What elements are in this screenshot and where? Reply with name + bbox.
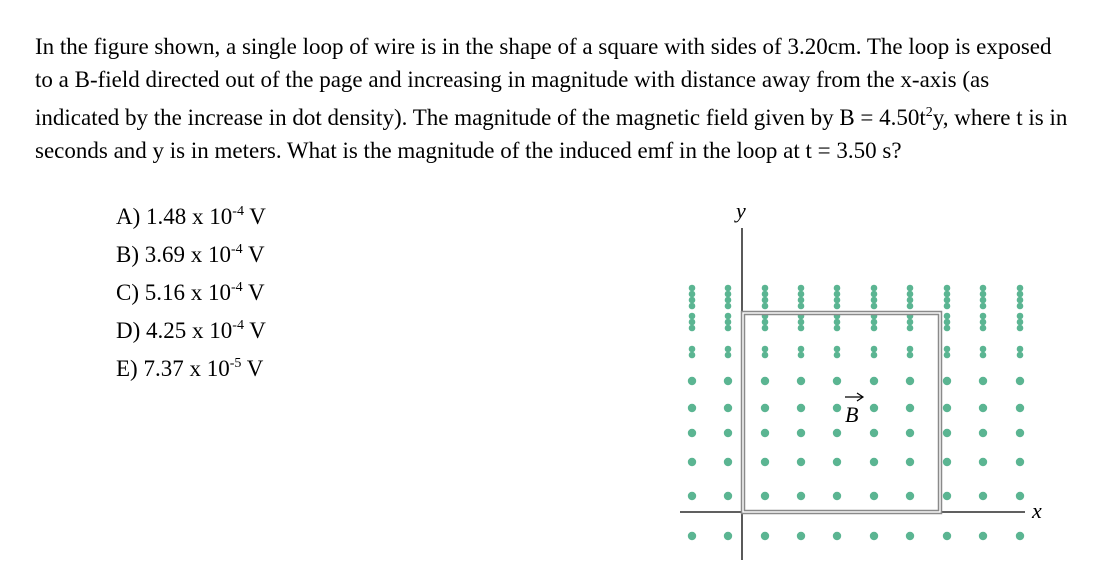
field-dot	[906, 429, 914, 437]
field-dot	[871, 346, 878, 353]
field-dot	[906, 532, 914, 540]
field-dot	[943, 492, 951, 500]
choice-c	[116, 271, 266, 309]
field-dot	[834, 291, 841, 298]
field-dot	[725, 313, 732, 320]
field-dot	[725, 291, 732, 298]
field-dot	[833, 377, 841, 385]
field-dot	[1017, 313, 1024, 320]
field-dot	[1017, 285, 1024, 292]
question-part-1: In the figure shown, a single loop of wire is in the shape of a square with sides of 3.20cm. The loop is exposed to a B-field directed out of the page and increasing in magnitude with distance away from the x-axis (as indicated by the increase in dot density). The magnitude of the magnetic field given by B = 4.50t	[35, 34, 1052, 130]
field-dot	[907, 325, 914, 332]
field-dot	[798, 297, 805, 304]
field-dot	[870, 377, 878, 385]
field-dot	[871, 297, 878, 304]
field-dot	[689, 352, 696, 359]
x-axis-label: x	[1032, 498, 1042, 523]
field-dot	[833, 404, 841, 412]
field-dot	[834, 325, 841, 332]
field-dot	[944, 297, 951, 304]
field-dot	[833, 532, 841, 540]
field-dot	[944, 291, 951, 298]
field-dot	[979, 429, 987, 437]
wire-loop	[743, 313, 940, 512]
field-dot	[944, 346, 951, 353]
field-dot	[833, 492, 841, 500]
field-dot	[980, 352, 987, 359]
field-dot	[689, 313, 696, 320]
field-dot	[798, 346, 805, 353]
field-dot	[980, 313, 987, 320]
field-dot	[1016, 532, 1024, 540]
field-dot	[944, 325, 951, 332]
field-dot	[762, 285, 769, 292]
choice-b-unit: V	[242, 242, 265, 267]
field-dot	[980, 291, 987, 298]
field-dot	[944, 285, 951, 292]
field-dot	[871, 291, 878, 298]
field-dot	[798, 303, 805, 310]
field-dot	[797, 404, 805, 412]
field-dot	[762, 319, 769, 326]
field-dot	[761, 404, 769, 412]
field-dot	[797, 458, 805, 466]
field-dot	[1016, 429, 1024, 437]
field-dot	[797, 492, 805, 500]
choice-e	[116, 347, 266, 385]
field-dot	[689, 291, 696, 298]
field-dot	[907, 291, 914, 298]
field-dot	[871, 303, 878, 310]
field-dot	[906, 404, 914, 412]
field-dot	[907, 297, 914, 304]
field-dot	[980, 325, 987, 332]
question-text	[35, 30, 1075, 167]
choice-d-value: D) 4.25 x 10	[116, 318, 233, 343]
field-dot	[979, 492, 987, 500]
field-dot	[762, 325, 769, 332]
field-dot	[907, 285, 914, 292]
field-dot	[833, 458, 841, 466]
field-dot	[798, 285, 805, 292]
choice-a-exponent: -4	[232, 204, 244, 219]
field-dot	[724, 429, 732, 437]
question-part-2: y, where t is in seconds and y is in meters. What is the magnitude of the induced emf in the loop at t = 3.50 s?	[35, 105, 1068, 163]
choice-b-value: B) 3.69 x 10	[116, 242, 231, 267]
field-dot	[1016, 458, 1024, 466]
field-dot	[980, 285, 987, 292]
field-dot	[798, 319, 805, 326]
field-dot	[943, 458, 951, 466]
field-dot	[688, 429, 696, 437]
field-dot	[870, 458, 878, 466]
answer-choices	[116, 195, 266, 385]
field-dot	[944, 313, 951, 320]
field-dot	[906, 377, 914, 385]
choice-e-unit: V	[241, 356, 264, 381]
choice-b	[116, 233, 266, 271]
field-dot	[762, 291, 769, 298]
choice-a-unit: V	[243, 204, 266, 229]
field-dot	[797, 377, 805, 385]
choice-d-exponent: -4	[232, 318, 244, 333]
field-dot	[724, 492, 732, 500]
field-dot	[907, 346, 914, 353]
field-dot	[1017, 297, 1024, 304]
field-label: B	[845, 402, 859, 427]
field-dot	[761, 532, 769, 540]
field-dot	[979, 377, 987, 385]
field-dot	[725, 325, 732, 332]
field-dot	[834, 297, 841, 304]
field-dot	[688, 458, 696, 466]
field-dot	[724, 532, 732, 540]
y-axis-label: y	[736, 200, 746, 223]
choice-b-exponent: -4	[231, 242, 243, 257]
field-dot	[1017, 303, 1024, 310]
field-dot	[834, 285, 841, 292]
field-dot	[1017, 291, 1024, 298]
field-dot	[761, 458, 769, 466]
field-dot	[798, 291, 805, 298]
choice-d	[116, 309, 266, 347]
field-dot	[980, 303, 987, 310]
field-dot	[980, 319, 987, 326]
field-dot	[1017, 346, 1024, 353]
field-dot	[870, 404, 878, 412]
field-dot	[725, 303, 732, 310]
field-dot	[689, 319, 696, 326]
field-dot	[870, 492, 878, 500]
field-dot	[689, 285, 696, 292]
field-dot	[762, 346, 769, 353]
field-dot	[943, 404, 951, 412]
field-dot	[762, 303, 769, 310]
field-dot	[688, 532, 696, 540]
field-dot	[906, 458, 914, 466]
field-dot	[725, 285, 732, 292]
field-dot	[724, 377, 732, 385]
magnetic-field-figure	[680, 200, 1060, 560]
field-dot	[906, 492, 914, 500]
field-dot	[980, 346, 987, 353]
field-dot	[724, 458, 732, 466]
choice-d-unit: V	[243, 318, 266, 343]
field-dot	[979, 458, 987, 466]
field-dot	[725, 297, 732, 304]
field-dot	[871, 319, 878, 326]
field-dot	[1016, 404, 1024, 412]
field-dot	[834, 303, 841, 310]
field-dot	[870, 532, 878, 540]
field-dot	[834, 319, 841, 326]
field-dot	[943, 429, 951, 437]
field-dot	[980, 297, 987, 304]
field-dot	[870, 429, 878, 437]
field-dot	[689, 303, 696, 310]
field-dot	[689, 346, 696, 353]
field-dot	[944, 352, 951, 359]
field-dot	[907, 352, 914, 359]
field-dot	[943, 532, 951, 540]
field-dot	[907, 319, 914, 326]
field-dot	[943, 377, 951, 385]
field-dot	[833, 429, 841, 437]
field-dot	[944, 319, 951, 326]
field-dot	[688, 404, 696, 412]
field-dot	[761, 429, 769, 437]
choice-c-unit: V	[242, 280, 265, 305]
field-dot	[689, 297, 696, 304]
field-dot	[762, 297, 769, 304]
field-dot	[1016, 377, 1024, 385]
choice-a-value: A) 1.48 x 10	[116, 204, 233, 229]
choice-c-exponent: -4	[231, 280, 243, 295]
field-dot	[1016, 492, 1024, 500]
field-dot	[871, 352, 878, 359]
field-dot	[761, 377, 769, 385]
field-dot	[798, 325, 805, 332]
field-dot	[762, 352, 769, 359]
field-dot	[1017, 352, 1024, 359]
field-dot	[797, 532, 805, 540]
field-dot	[761, 492, 769, 500]
field-dot	[725, 352, 732, 359]
field-dot	[834, 346, 841, 353]
wire-loop-inner	[743, 313, 940, 512]
field-dot	[907, 303, 914, 310]
field-dot	[725, 319, 732, 326]
field-dot	[688, 377, 696, 385]
field-dot	[834, 352, 841, 359]
field-dot	[688, 492, 696, 500]
field-dot	[1017, 325, 1024, 332]
choice-e-exponent: -5	[229, 356, 242, 371]
field-dot	[944, 303, 951, 310]
field-dot	[979, 404, 987, 412]
choice-e-value: E) 7.37 x 10	[116, 356, 230, 381]
choice-a	[116, 195, 266, 233]
field-dot	[1017, 319, 1024, 326]
question-exponent: 2	[925, 105, 933, 120]
field-dot	[724, 404, 732, 412]
field-dot	[871, 325, 878, 332]
field-dot	[798, 352, 805, 359]
choice-c-value: C) 5.16 x 10	[116, 280, 231, 305]
field-dot	[689, 325, 696, 332]
field-dot	[979, 532, 987, 540]
field-dot	[797, 429, 805, 437]
field-dot	[871, 285, 878, 292]
field-dot	[725, 346, 732, 353]
